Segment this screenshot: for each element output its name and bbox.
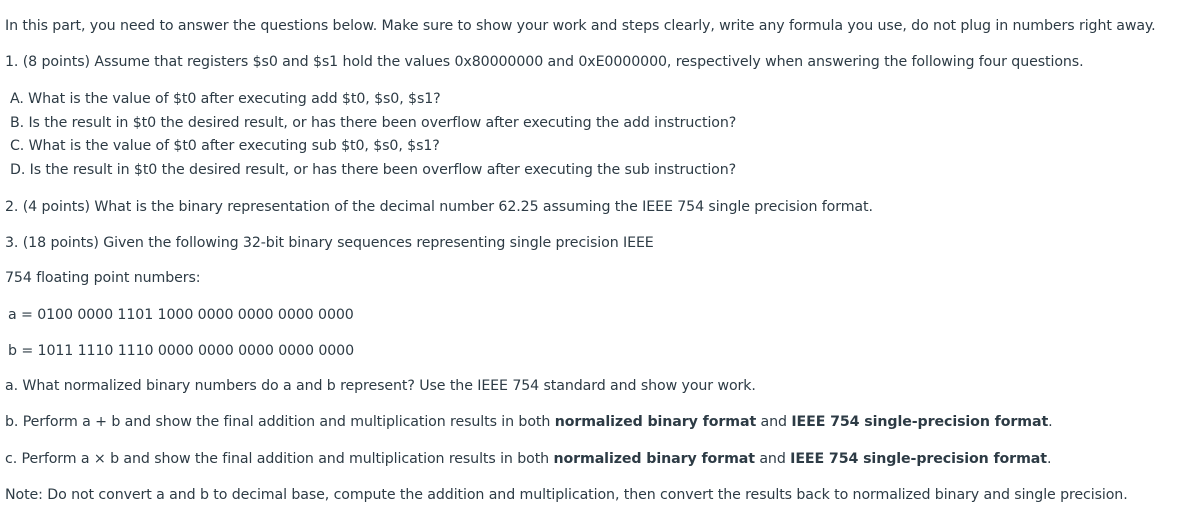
part-b-bold-normalized: normalized binary format <box>554 414 757 430</box>
part-b-text-after: . <box>1048 414 1053 430</box>
question-3-prompt-line1: 3. (18 points) Given the following 32-bit binary sequences representing single precision IEEE <box>5 235 654 251</box>
part-c-bold-normalized: normalized binary format <box>553 451 755 467</box>
binary-value-b: b = 1011 1110 1110 0000 0000 0000 0000 0000 <box>8 343 355 359</box>
question-2-prompt: 2. (4 points) What is the binary representation of the decimal number 62.25 assuming the IEEE 754 single precision format. <box>5 199 873 215</box>
binary-value-a: a = 0100 0000 1101 1000 0000 0000 0000 0000 <box>8 307 354 323</box>
intro-text: In this part, you need to answer the questions below. Make sure to show your work and steps clearly, write any formula you use, do not plug in numbers right away. <box>5 18 1156 34</box>
part-b-text-before: b. Perform a + b and show the final addition and multiplication results in both <box>5 414 555 430</box>
question-3-prompt-line2: 754 floating point numbers: <box>5 270 201 286</box>
question-1-item-d: D. Is the result in $t0 the desired result, or has there been overflow after executing the sub instruction? <box>10 162 737 178</box>
question-1-item-b: B. Is the result in $t0 the desired result, or has there been overflow after executing the add instruction? <box>10 115 737 131</box>
question-1-prompt: 1. (8 points) Assume that registers $s0 and $s1 hold the values 0x80000000 and 0xE0000000, respectively when answering the following four questions. <box>5 54 1084 70</box>
question-3-part-c <box>5 450 1051 468</box>
part-c-text-mid: and <box>754 451 791 467</box>
part-c-text-before: c. Perform a × b and show the final addition and multiplication results in both <box>5 451 554 467</box>
question-3-part-a: a. What normalized binary numbers do a and b represent? Use the IEEE 754 standard and show your work. <box>5 378 756 394</box>
question-3-note: Note: Do not convert a and b to decimal base, compute the addition and multiplication, then convert the results back to normalized binary and single precision. <box>5 487 1128 503</box>
part-b-bold-ieee: IEEE 754 single-precision format <box>791 414 1049 430</box>
question-3-part-b <box>5 413 1053 431</box>
part-c-bold-ieee: IEEE 754 single-precision format <box>790 451 1047 467</box>
part-b-text-mid: and <box>756 414 792 430</box>
question-1-item-a: A. What is the value of $t0 after executing add $t0, $s0, $s1? <box>10 91 441 107</box>
question-1-item-c: C. What is the value of $t0 after executing sub $t0, $s0, $s1? <box>10 138 440 154</box>
part-c-text-after: . <box>1046 451 1052 467</box>
